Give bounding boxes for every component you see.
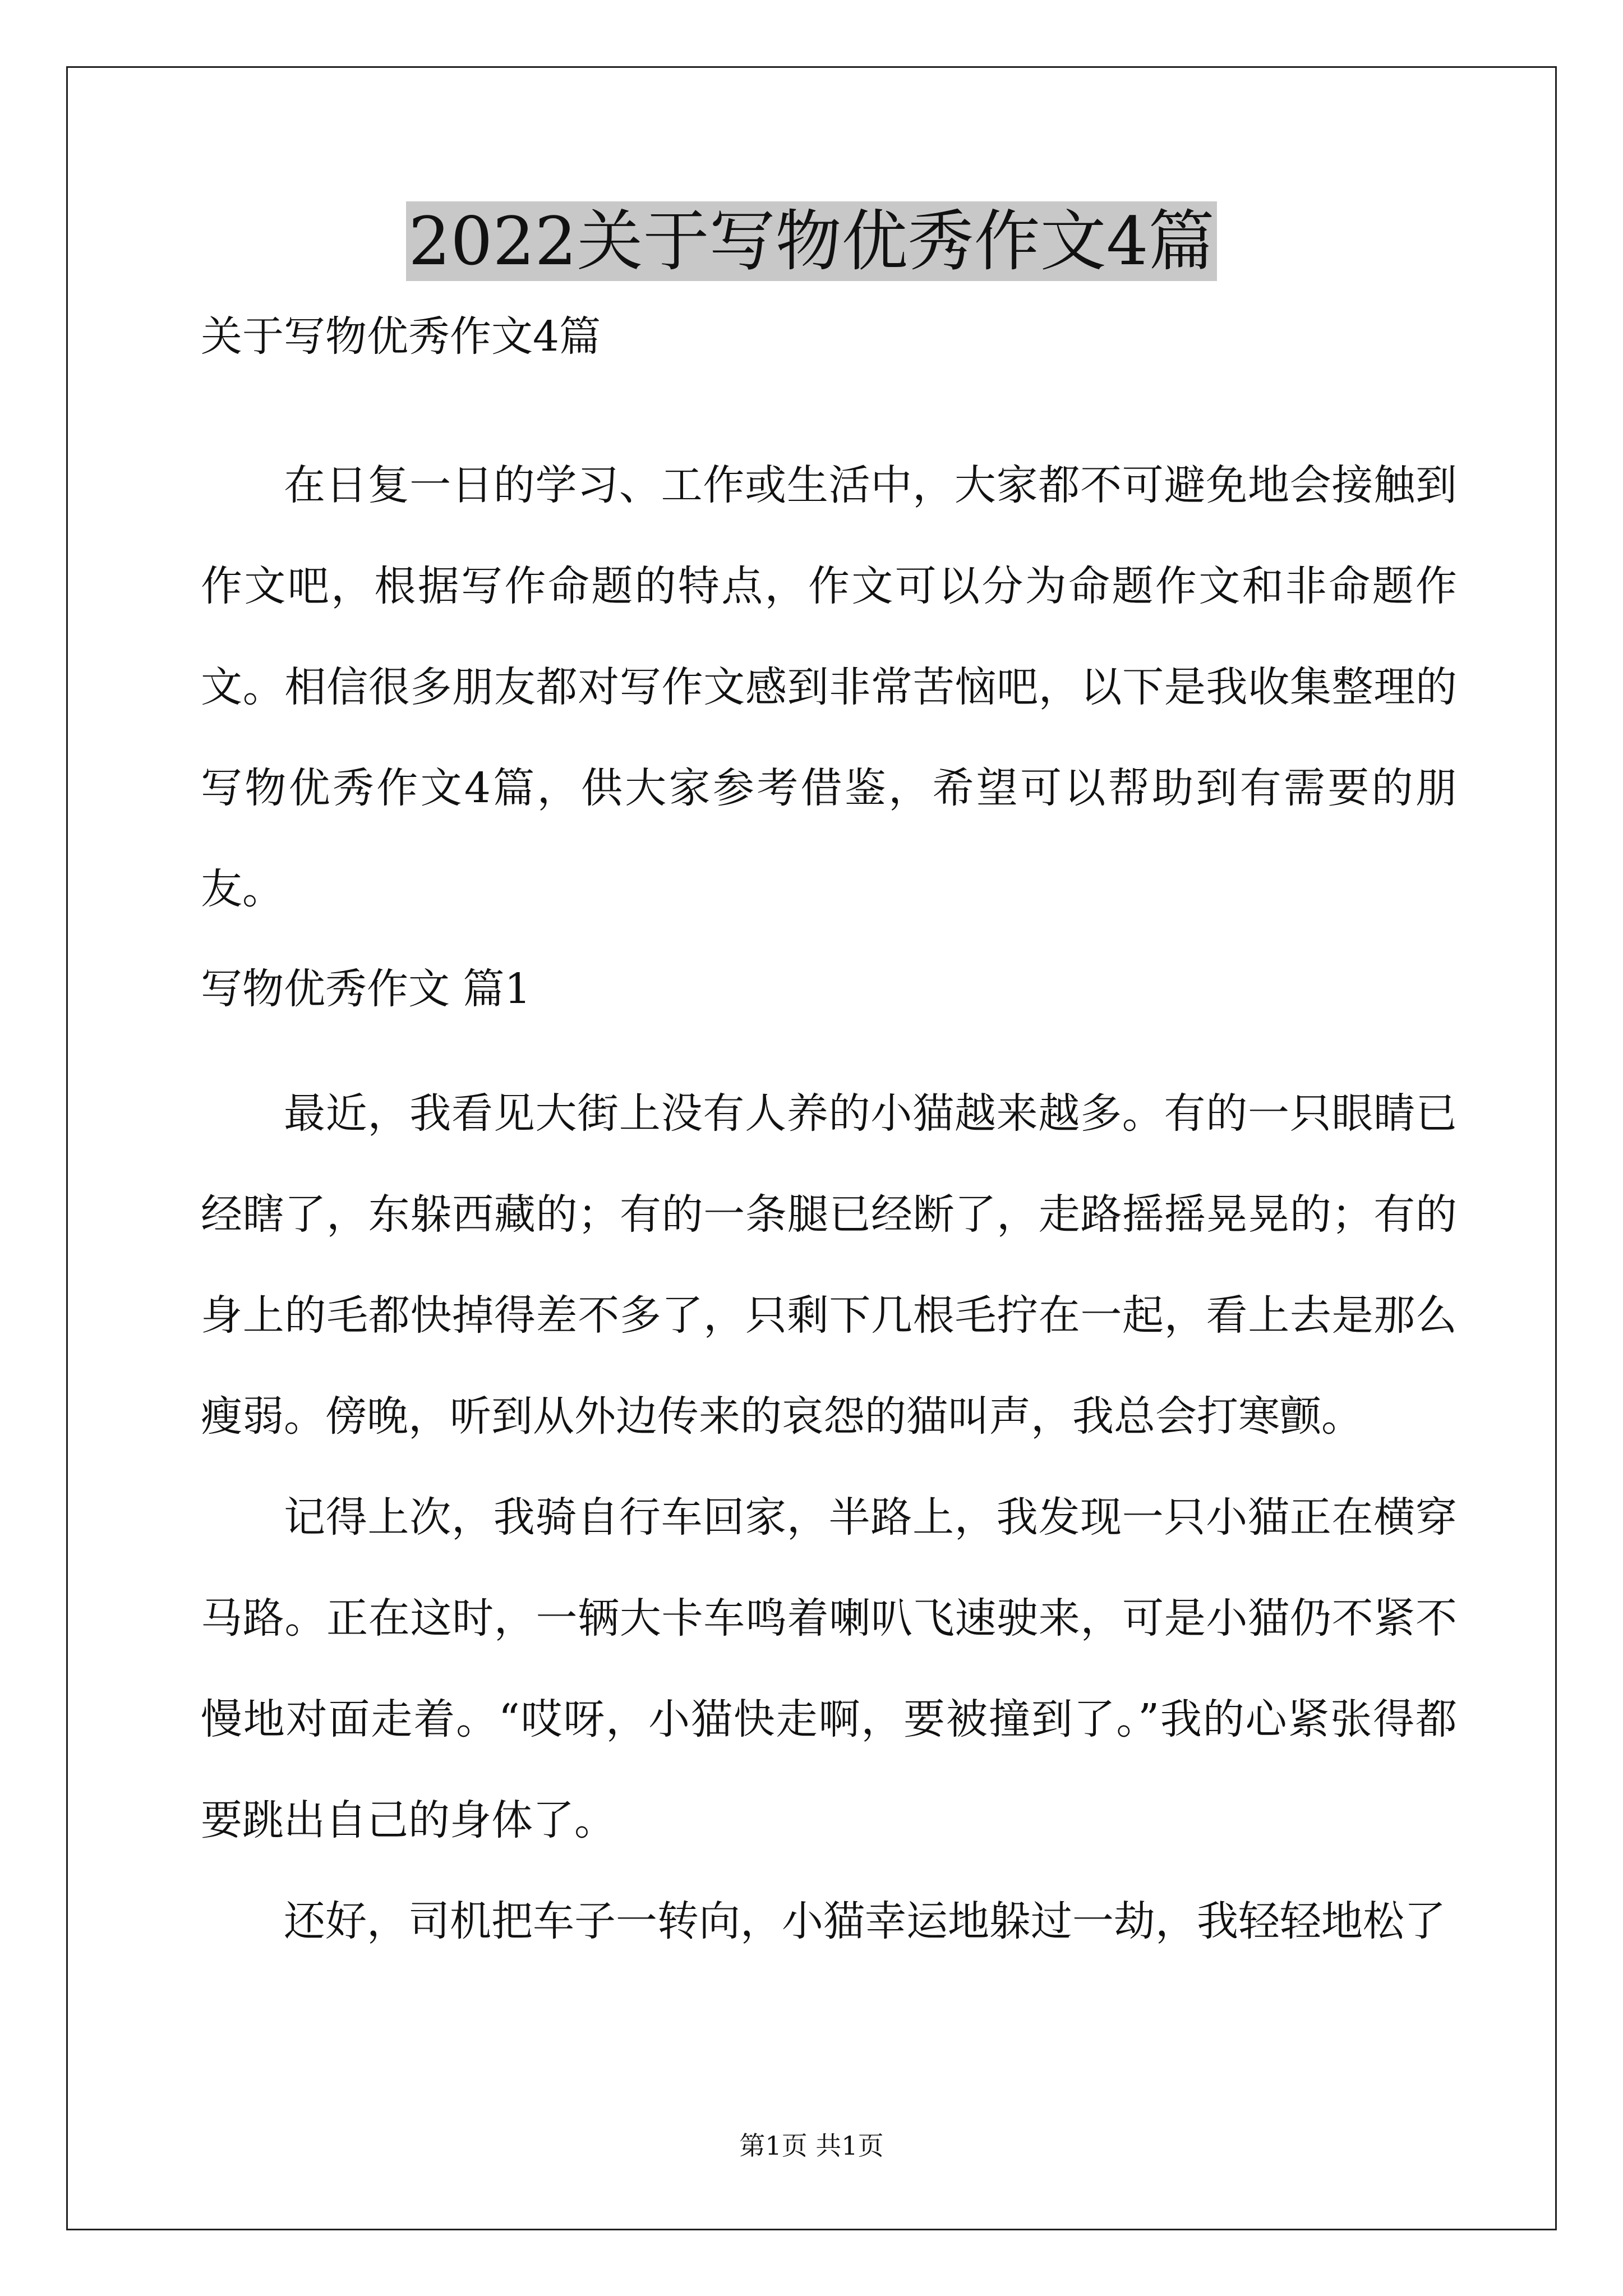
section-heading: 写物优秀作文 篇1 [201, 965, 531, 1013]
document-subtitle: 关于写物优秀作文4篇 [201, 312, 601, 361]
body-paragraph: 记得上次，我骑自行车回家，半路上，我发现一只小猫正在横穿马路。正在这时，一辆大卡车鸣着喇叭飞速驶来，可是小猫仍不紧不慢地对面走着。“哎呀，小猫快走啊，要被撞到了。”我的心紧张得都要跳出自己的身体了。 [201, 1493, 1457, 1844]
document-title [0, 202, 1623, 280]
body-paragraph: 最近，我看见大街上没有人养的小猫越来越多。有的一只眼睛已经瞎了，东躲西藏的；有的一条腿已经断了，走路摇摇晃晃的；有的身上的毛都快掉得差不多了，只剩下几根毛拧在一起，看上去是那么瘦弱。傍晚，听到从外边传来的哀怨的猫叫声，我总会打寒颤。 [201, 1089, 1457, 1441]
document-title-text: 2022关于写物优秀作文4篇 [406, 201, 1216, 281]
page-footer: 第1页 共1页 [739, 2131, 884, 2161]
body-paragraph: 还好，司机把车子一转向，小猫幸运地躲过一劫，我轻轻地松了 [284, 1897, 1446, 1945]
intro-paragraph: 在日复一日的学习、工作或生活中，大家都不可避免地会接触到作文吧，根据写作命题的特点，作文可以分为命题作文和非命题作文。相信很多朋友都对写作文感到非常苦恼吧，以下是我收集整理的写物优秀作文4篇，供大家参考借鉴，希望可以帮助到有需要的朋友。 [201, 461, 1457, 913]
